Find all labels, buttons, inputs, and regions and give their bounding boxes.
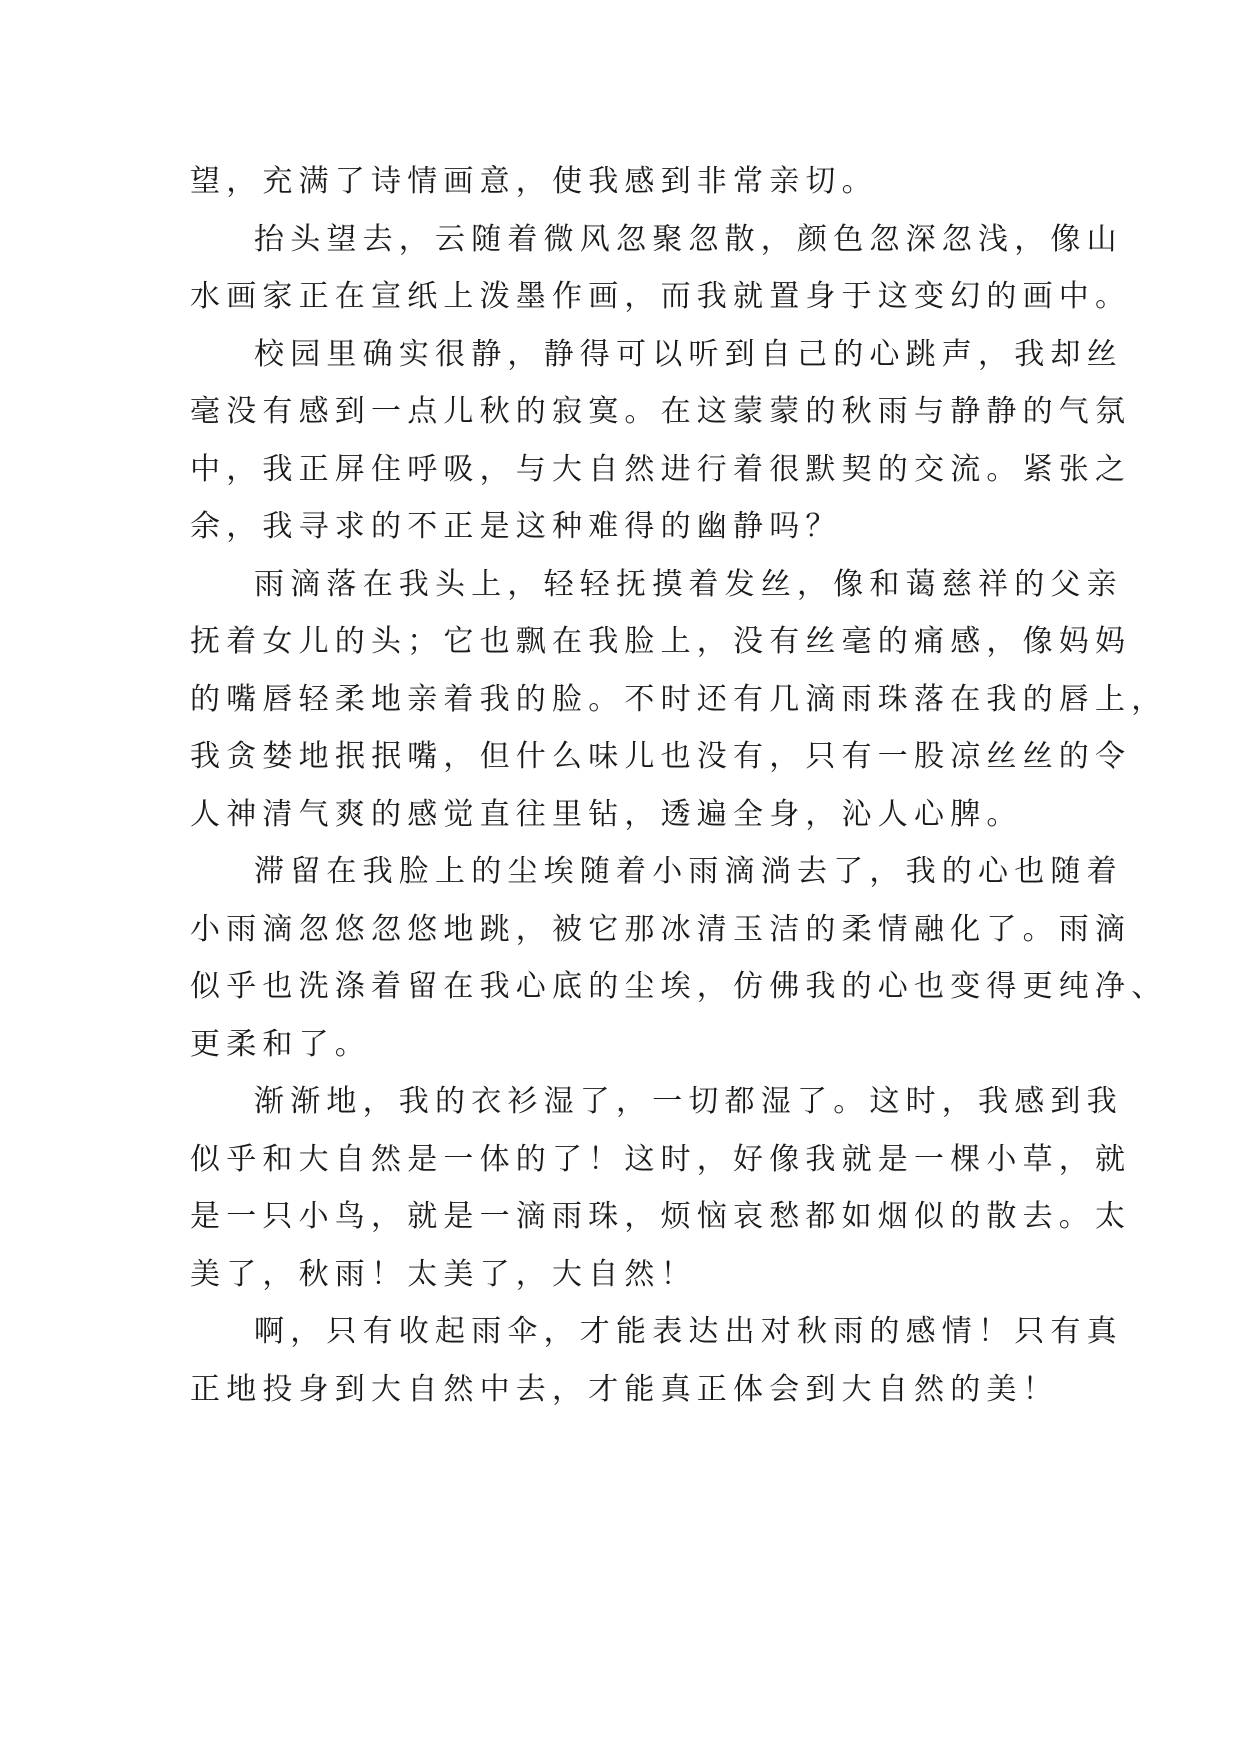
text-line: 更柔和了。 <box>190 1026 371 1062</box>
text-line: 望，充满了诗情画意，使我感到非常亲切。 <box>190 164 878 199</box>
text-line: 的嘴唇轻柔地亲着我的脸。不时还有几滴雨珠落在我的唇上， <box>190 681 1168 717</box>
text-line: 抚着女儿的头；它也飘在我脸上，没有丝毫的痛感，像妈妈 <box>190 624 1132 659</box>
text-line: 毫没有感到一点儿秋的寂寞。在这蒙蒙的秋雨与静静的气氛 <box>190 394 1132 429</box>
text-line: 余，我寻求的不正是这种难得的幽静吗？ <box>190 509 842 544</box>
paragraph-first-line: 渐渐地，我的衣衫湿了，一切都湿了。这时，我感到我 <box>254 1084 1123 1119</box>
text-line: 美了，秋雨！太美了，大自然！ <box>190 1256 697 1292</box>
text-line: 我贪婪地抿抿嘴，但什么味儿也没有，只有一股凉丝丝的令 <box>190 739 1132 774</box>
paragraph-first-line: 滞留在我脸上的尘埃随着小雨滴淌去了，我的心也随着 <box>254 854 1123 889</box>
text-line: 似乎也洗涤着留在我心底的尘埃，仿佛我的心也变得更纯净、 <box>190 969 1168 1004</box>
text-line: 小雨滴忽悠忽悠地跳，被它那冰清玉洁的柔情融化了。雨滴 <box>190 911 1132 947</box>
paragraph-first-line: 抬头望去，云随着微风忽聚忽散，颜色忽深忽浅，像山 <box>254 221 1123 257</box>
text-line: 是一只小鸟，就是一滴雨珠，烦恼哀愁都如烟似的散去。太 <box>190 1199 1132 1234</box>
text-line: 中，我正屏住呼吸，与大自然进行着很默契的交流。紧张之 <box>190 451 1132 487</box>
paragraph-first-line: 啊，只有收起雨伞，才能表达出对秋雨的感情！只有真 <box>254 1314 1123 1349</box>
essay-text <box>190 153 1168 1418</box>
text-line: 人神清气爽的感觉直往里钻，透遍全身，沁人心脾。 <box>190 796 1023 832</box>
paragraph-first-line: 校园里确实很静，静得可以听到自己的心跳声，我却丝 <box>254 336 1123 372</box>
text-line: 水画家正在宣纸上泼墨作画，而我就置身于这变幻的画中。 <box>190 279 1132 314</box>
paragraph-first-line: 雨滴落在我头上，轻轻抚摸着发丝，像和蔼慈祥的父亲 <box>254 566 1123 602</box>
text-line: 正地投身到大自然中去，才能真正体会到大自然的美！ <box>190 1371 1059 1407</box>
text-line: 似乎和大自然是一体的了！这时，好像我就是一棵小草，就 <box>190 1141 1132 1177</box>
